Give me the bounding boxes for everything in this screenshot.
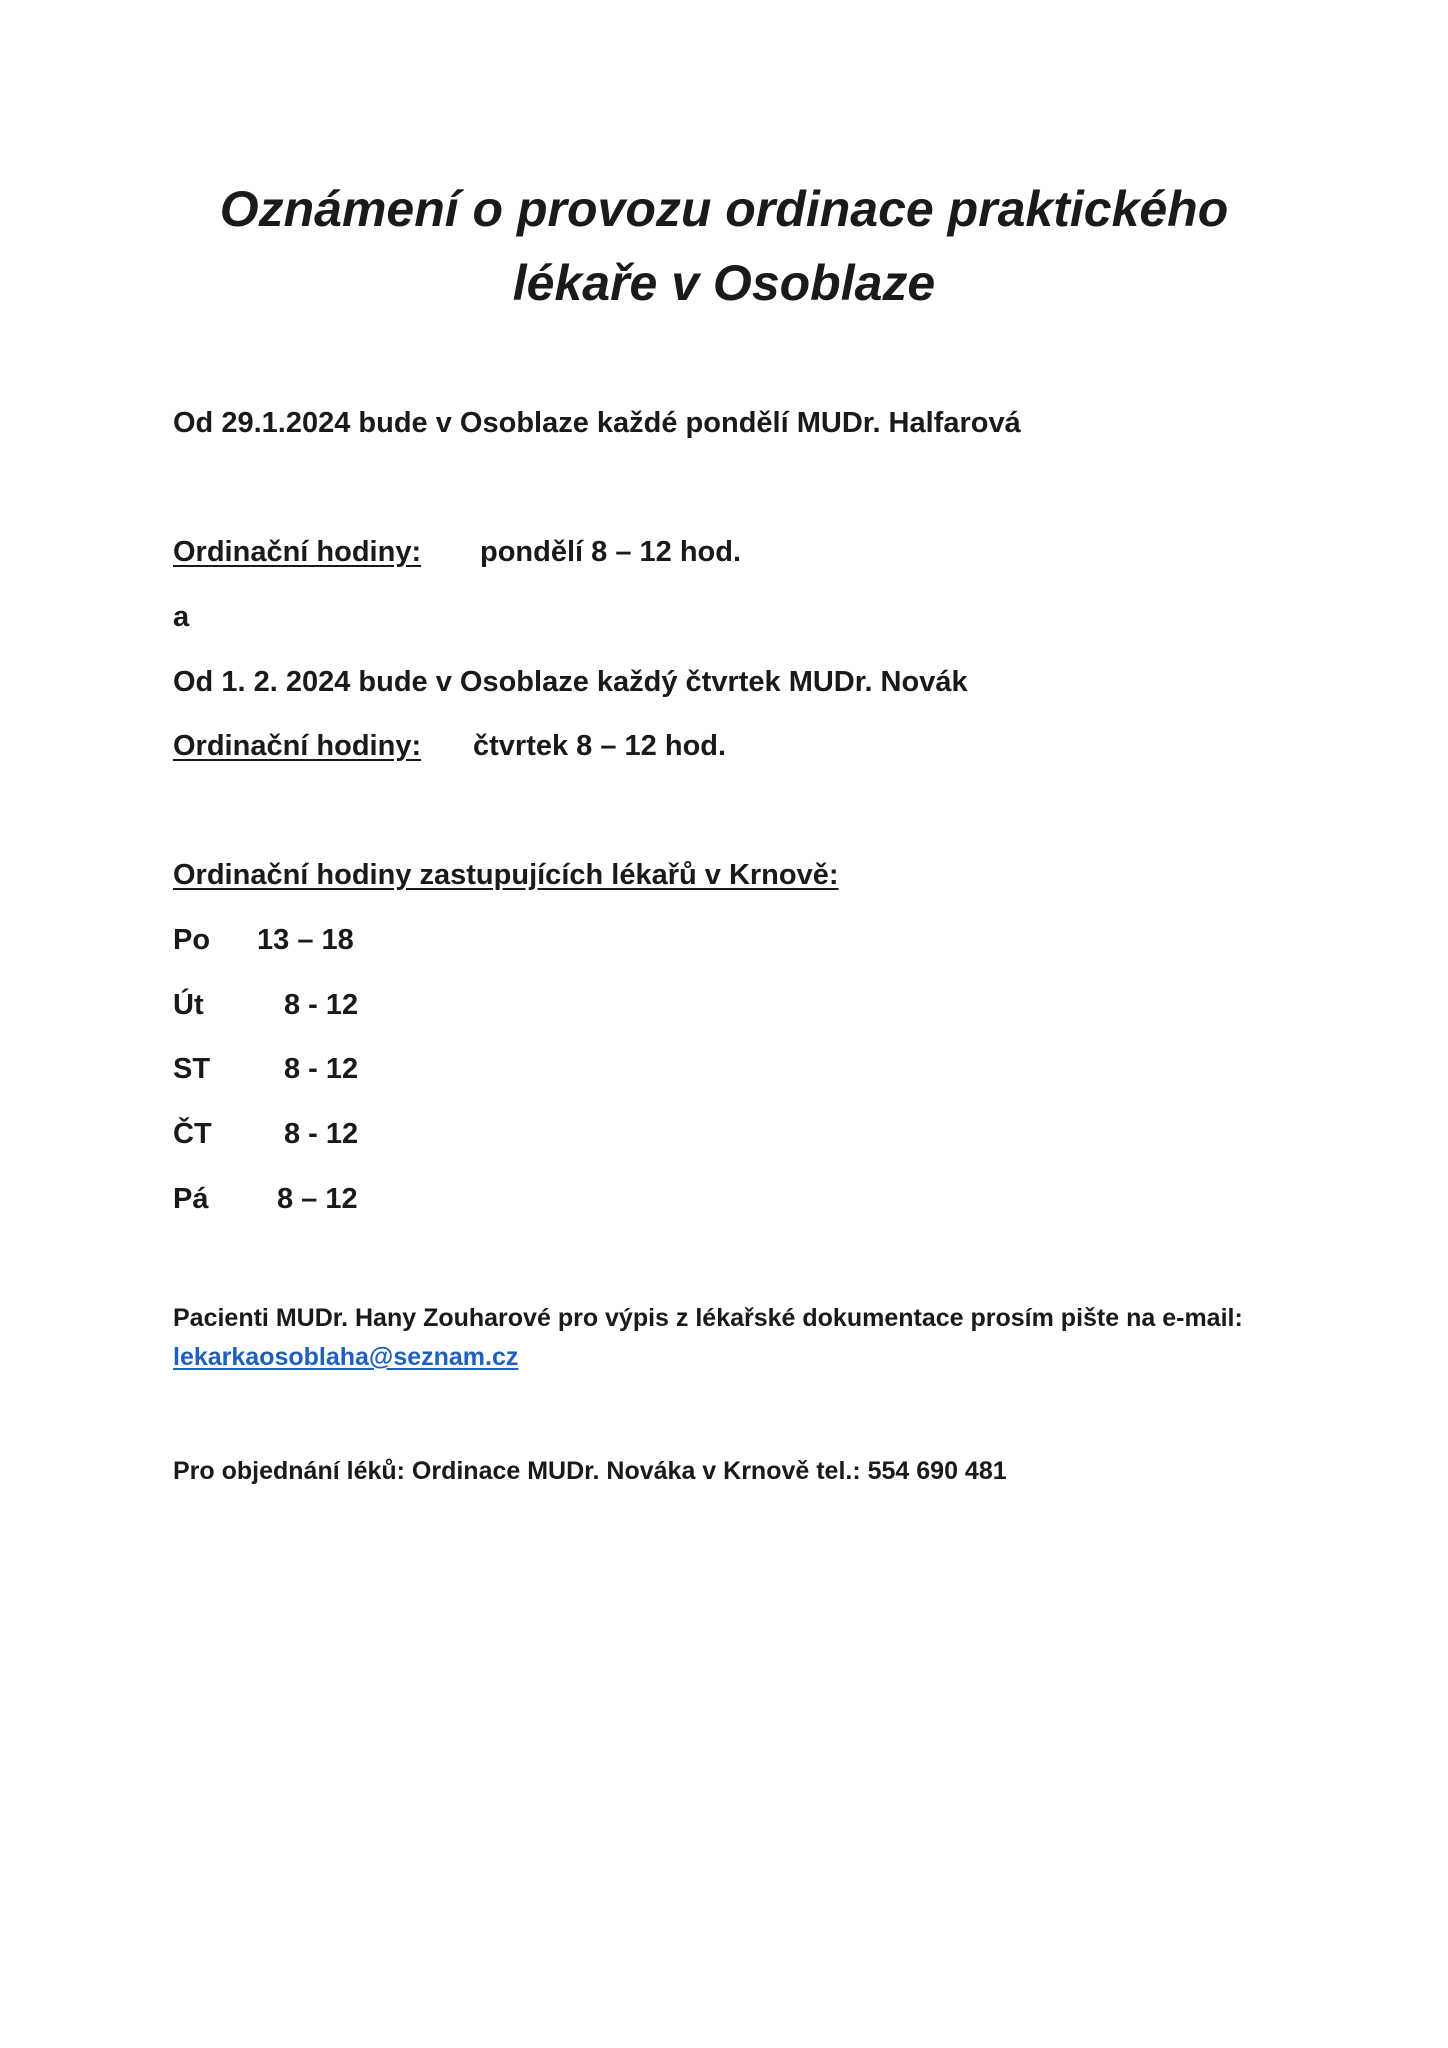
- title-line-2: lékaře v Osoblaze: [512, 255, 936, 311]
- schedule-hours: 13 – 18: [257, 924, 354, 956]
- schedule-day: Pá: [173, 1183, 209, 1215]
- schedule-day: Út: [173, 989, 204, 1021]
- schedule-hours: 8 - 12: [284, 989, 359, 1021]
- schedule-hours: 8 - 12: [284, 1053, 359, 1085]
- schedule-hours: 8 - 12: [284, 1118, 359, 1150]
- schedule-day: Po: [173, 924, 211, 956]
- hours-row-thursday: [173, 728, 727, 764]
- hours-value: čtvrtek 8 – 12 hod.: [473, 730, 727, 762]
- hours-label: Ordinační hodiny:: [173, 730, 422, 762]
- medication-note: Pro objednání léků: Ordinace MUDr. Nováka v Krnově tel.: 554 690 481: [173, 1457, 1007, 1485]
- monday-notice: Od 29.1.2024 bude v Osoblaze každé pondělí MUDr. Halfarová: [173, 407, 1021, 439]
- patients-note: Pacienti MUDr. Hany Zouharové pro výpis z lékařské dokumentace prosím pište na e-mail:: [173, 1304, 1243, 1332]
- substitute-heading: Ordinační hodiny zastupujících lékařů v Krnově:: [173, 859, 839, 891]
- email-link[interactable]: lekarkaosoblaha@seznam.cz: [173, 1343, 519, 1371]
- page-title: [0, 172, 1448, 320]
- hours-value: pondělí 8 – 12 hod.: [480, 536, 742, 568]
- thursday-notice: Od 1. 2. 2024 bude v Osoblaze každý čtvrtek MUDr. Novák: [173, 666, 968, 698]
- hours-row-monday: [173, 534, 742, 570]
- title-line-1: Oznámení o provozu ordinace praktického: [219, 181, 1229, 237]
- schedule-hours: 8 – 12: [277, 1183, 358, 1215]
- hours-label: Ordinační hodiny:: [173, 536, 422, 568]
- schedule-day: ST: [173, 1053, 211, 1085]
- schedule-day: ČT: [173, 1118, 212, 1150]
- conjunction-text: a: [173, 601, 190, 633]
